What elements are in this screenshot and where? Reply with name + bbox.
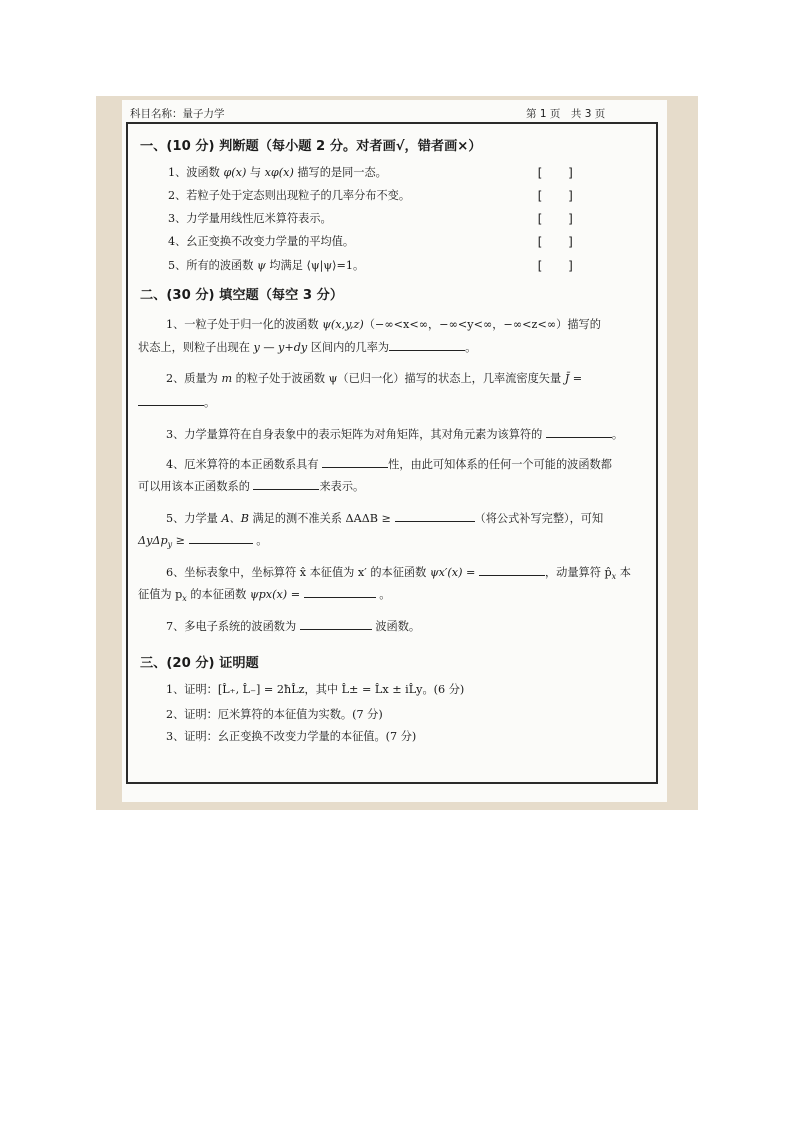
fill-q5-line1: 5、力学量 A、B 满足的测不准关系 ΔAΔB ≥ （将公式补写完整），可知 — [166, 512, 604, 525]
tf-question-1: 1、波函数 φ(x) 与 xφ(x) 描写的是同一态。 — [168, 166, 387, 179]
proof-question-3: 3、证明：幺正变换不改变力学量的本征值。(7 分) — [166, 730, 417, 743]
tf-answer-bracket-2[interactable]: [ ] — [536, 189, 575, 203]
answer-blank[interactable] — [389, 339, 465, 351]
fill-q5-line2: ΔyΔp$_y$ ≥ 。 — [138, 534, 268, 550]
answer-blank[interactable] — [189, 532, 253, 544]
exam-box — [126, 122, 658, 784]
answer-blank[interactable] — [138, 394, 204, 406]
answer-blank[interactable] — [479, 564, 545, 576]
section1-title: 一、(10 分) 判断题（每小题 2 分。对者画√，错者画×） — [140, 139, 482, 154]
fill-q6-line2: 征值为 $p_x$ 的本征函数 ψpx(x) = 。 — [138, 588, 391, 604]
answer-blank[interactable] — [300, 618, 372, 630]
fill-q1-line1: 1、一粒子处于归一化的波函数 ψ(x,y,z)（−∞<x<∞，−∞<y<∞，−∞<z<∞）描写的 — [166, 318, 601, 331]
tf-answer-bracket-4[interactable]: [ ] — [536, 235, 575, 249]
fill-q2-line1: 2、质量为 m 的粒子处于波函数 ψ（已归一化）描写的状态上，几率流密度矢量 J̄ = — [166, 372, 583, 385]
tf-answer-bracket-3[interactable]: [ ] — [536, 212, 575, 226]
tf-question-3: 3、力学量用线性厄米算符表示。 — [168, 212, 332, 225]
answer-blank[interactable] — [322, 456, 388, 468]
answer-blank[interactable] — [546, 426, 612, 438]
fill-q4-line2: 可以用该本正函数系的 来表示。 — [138, 480, 365, 493]
exam-sheet — [122, 100, 667, 802]
fill-q2-line2: 。 — [138, 394, 215, 411]
page-number: 第 1 页 共 3 页 — [526, 108, 606, 120]
tf-question-4: 4、幺正变换不改变力学量的平均值。 — [168, 235, 355, 248]
tf-question-2: 2、若粒子处于定态则出现粒子的几率分布不变。 — [168, 189, 411, 202]
proof-question-1: 1、证明：[L̂₊, L̂₋] = 2ħL̂z，其中 L̂± = L̂x ± iL̂y。(6 分) — [166, 683, 465, 696]
subject-label: 科目名称：量子力学 — [130, 108, 225, 120]
fill-q7: 7、多电子系统的波函数为 波函数。 — [166, 620, 421, 633]
tf-question-5: 5、所有的波函数 ψ 均满足 ⟨ψ|ψ⟩=1。 — [168, 259, 365, 272]
tf-answer-bracket-1[interactable]: [ ] — [536, 166, 575, 180]
fill-q4-line1: 4、厄米算符的本正函数系具有 性，由此可知体系的任何一个可能的波函数都 — [166, 458, 612, 471]
answer-blank[interactable] — [253, 478, 319, 490]
fill-q3: 3、力学量算符在自身表象中的表示矩阵为对角矩阵，其对角元素为该算符的 。 — [166, 428, 624, 441]
section2-title: 二、(30 分) 填空题（每空 3 分） — [140, 288, 344, 303]
section3-title: 三、(20 分) 证明题 — [140, 656, 259, 671]
proof-question-2: 2、证明：厄米算符的本征值为实数。(7 分) — [166, 708, 383, 721]
tf-answer-bracket-5[interactable]: [ ] — [536, 259, 575, 273]
fill-q6-line1: 6、坐标表象中，坐标算符 x̂ 本征值为 x′ 的本征函数 ψx′(x) = ，动量算符 $p̂_x$ 本 — [166, 566, 631, 582]
answer-blank[interactable] — [304, 586, 376, 598]
answer-blank[interactable] — [395, 510, 475, 522]
fill-q1-line2: 状态上，则粒子出现在 y — y+dy 区间内的几率为 。 — [138, 341, 477, 354]
